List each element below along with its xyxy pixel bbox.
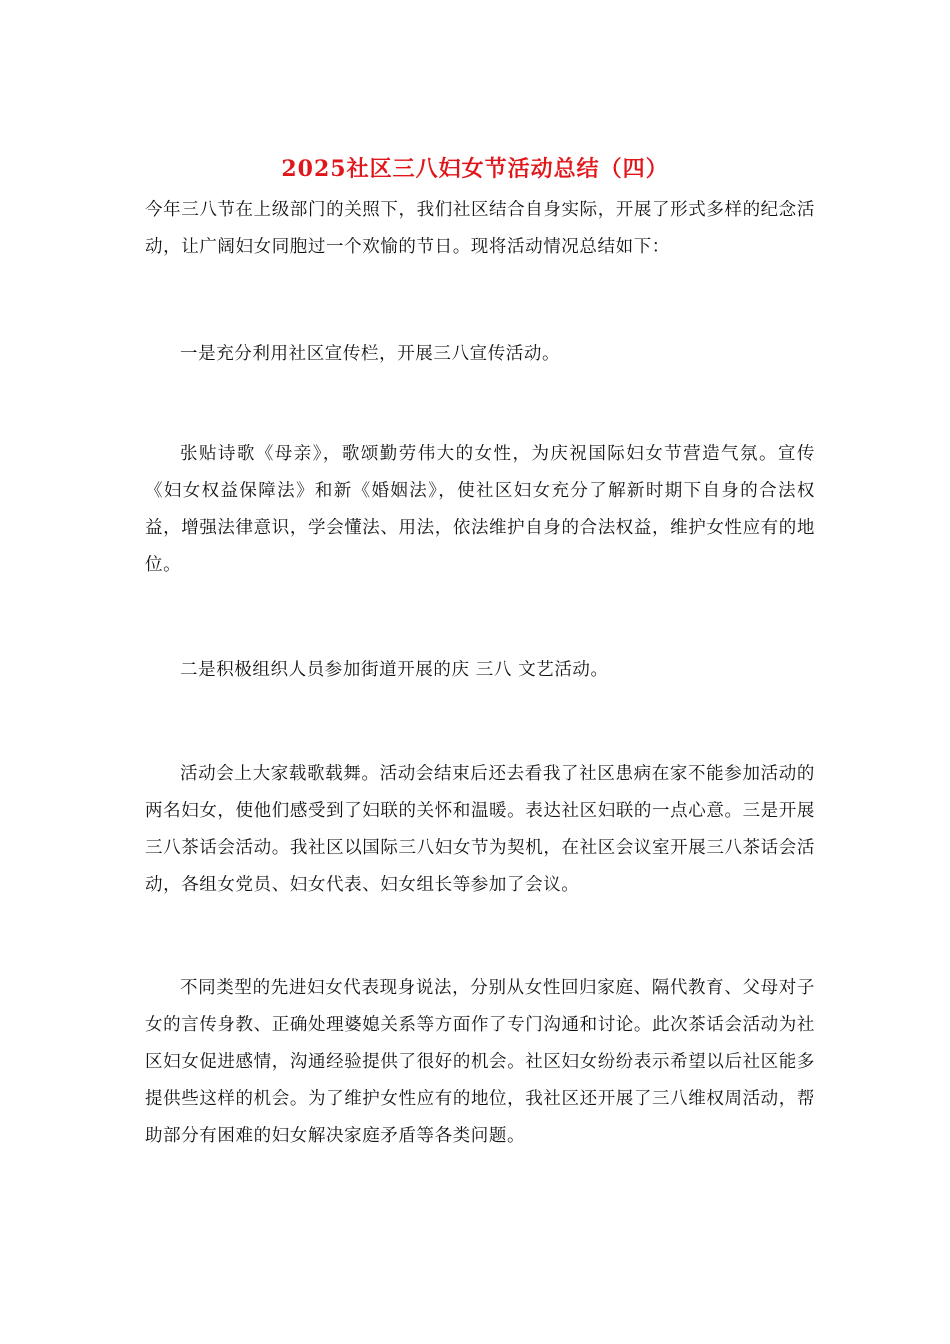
point3-body-paragraph [145,970,815,1155]
point1-body-paragraph [145,436,815,584]
point1-heading-paragraph [145,336,815,373]
point2-heading: 二是积极组织人员参加街道开展的庆 三八 文艺活动。 [180,660,609,680]
intro-paragraph [145,192,815,266]
point2-body: 活动会上大家载歌载舞。活动会结束后还去看我了社区患病在家不能参加活动的两名妇女，使他们感受到了妇联的关怀和温暖。表达社区妇联的一点心意。三是开展三八茶话会活动。我社区以国际三八妇女节为契机，在社区会议室开展三八茶话会活动，各组女党员、妇女代表、妇女组长等参加了会议。 [145,764,815,895]
point3-body: 不同类型的先进妇女代表现身说法，分别从女性回归家庭、隔代教育、父母对子女的言传身教、正确处理婆媳关系等方面作了专门沟通和讨论。此次茶话会活动为社区妇女促进感情，沟通经验提供了很好的机会。社区妇女纷纷表示希望以后社区能多提供些这样的机会。为了维护女性应有的地位，我社区还开展了三八维权周活动，帮助部分有困难的妇女解决家庭矛盾等各类问题。 [145,978,815,1146]
point1-heading: 一是充分利用社区宣传栏，开展三八宣传活动。 [180,344,561,364]
point2-heading-paragraph [145,652,815,689]
point1-body: 张贴诗歌《母亲》，歌颂勤劳伟大的女性，为庆祝国际妇女节营造气氛。宣传《妇女权益保障法》和新《婚姻法》，使社区妇女充分了解新时期下自身的合法权益，增强法律意识，学会懂法、用法，依法维护自身的合法权益，维护女性应有的地位。 [145,444,815,575]
document-title: 2025社区三八妇女节活动总结（四） [281,156,669,182]
intro-text: 今年三八节在上级部门的关照下，我们社区结合自身实际，开展了形式多样的纪念活动，让广阔妇女同胞过一个欢愉的节日。现将活动情况总结如下： [145,200,815,257]
point2-body-paragraph [145,756,815,904]
